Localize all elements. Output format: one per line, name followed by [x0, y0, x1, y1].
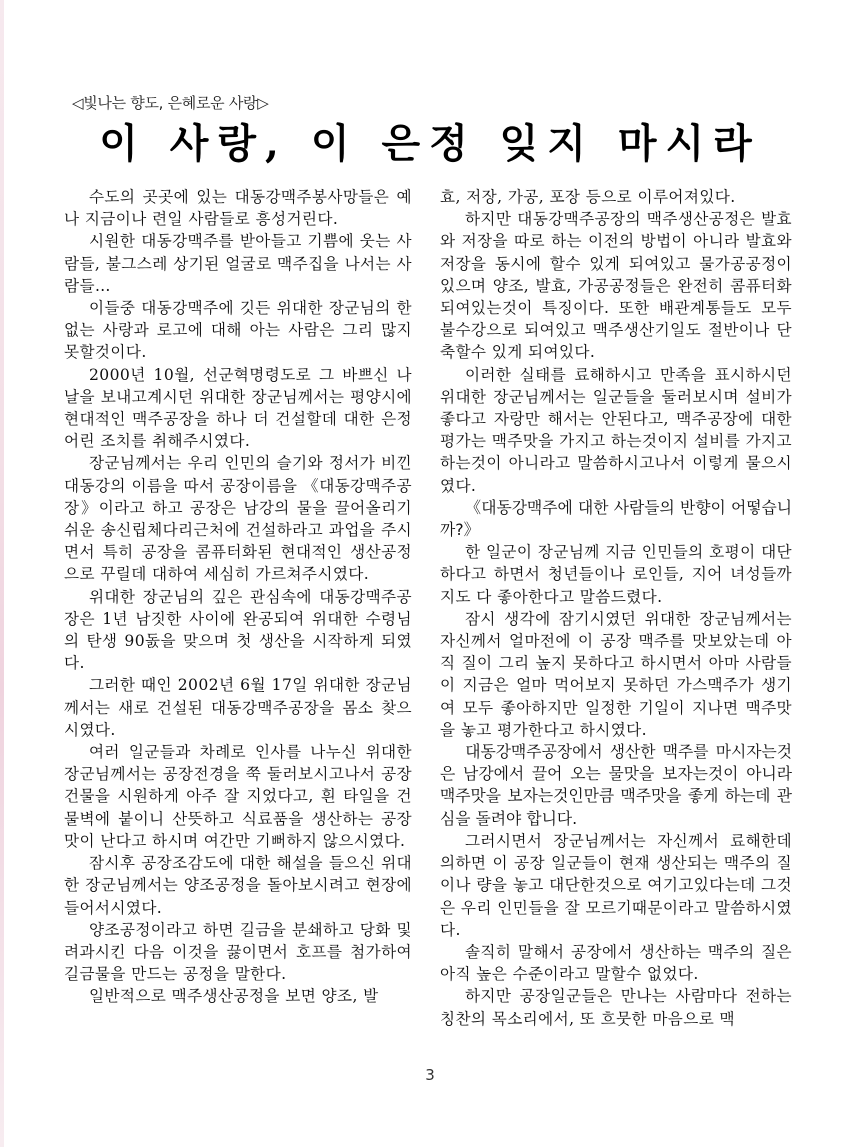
paragraph: 솔직히 말해서 공장에서 생산하는 맥주의 질은 아직 높은 수준이라고 말할수 없었다.	[440, 942, 792, 984]
left-column	[64, 186, 412, 1008]
article-title: 이 사랑, 이 은정 잊지 마시라	[99, 120, 761, 167]
right-column	[440, 186, 792, 1030]
page-edge-strip	[0, 0, 4, 1147]
paragraph: 그러시면서 장군님께서는 자신께서 료해한데 의하면 이 공장 일군들이 현재 생산되는 맥주의 질이나 량을 놓고 대단한것으로 여기고있다는데 그것은 우리 인민들을 잘 모르기때문이라고 말씀하시였다.	[440, 831, 792, 939]
quotation-paragraph: 대동강맥주공장에서 생산한 맥주를 마시자는것은 남강에서 끌어 오는 물맛을 보자는것이 아니라 맥주맛을 보자는것인만큼 맥주맛을 좋게 하는데 관심을 돌려야 합니다.	[440, 742, 792, 828]
paragraph: 시원한 대동강맥주를 받아들고 기쁨에 웃는 사람들, 불그스레 상기된 얼굴로 맥주집을 나서는 사람들…	[64, 232, 412, 295]
paragraph: 위대한 장군님의 깊은 관심속에 대동강맥주공장은 1년 남짓한 사이에 완공되여 위대한 수령님의 탄생 90돐을 맞으며 첫 생산을 시작하게 되였다.	[64, 587, 412, 673]
paragraph: 잠시 생각에 잠기시였던 위대한 장군님께서는 자신께서 얼마전에 이 공장 맥주를 맛보았는데 아직 질이 그리 높지 못하다고 하시면서 아마 사람들이 지금은 얼마 먹어보지 못하던 가스맥주가 생기여 모두 좋아하지만 일정한 기일이 지나면 맥주맛을 놓고 평가한다고 하시였다.	[440, 609, 792, 739]
paragraph: 여러 일군들과 차례로 인사를 나누신 위대한 장군님께서는 공장전경을 쭉 둘러보시고나서 공장건물을 시원하게 아주 잘 지었다고, 흰 타일을 건물벽에 붙이니 산뜻하고 식료품을 생산하는 공장맛이 난다고 하시며 여간만 기뻐하지 않으시였다.	[64, 743, 412, 850]
paragraph: 그러한 때인 2002년 6월 17일 위대한 장군님께서는 새로 건설된 대동강맥주공장을 몸소 찾으시였다.	[64, 676, 412, 739]
paragraph-continuation: 효, 저장, 가공, 포장 등으로 이루어져있다.	[440, 188, 736, 206]
paragraph: 하지만 공장일군들은 만나는 사람마다 전하는 칭찬의 목소리에서, 또 흐뭇한 마음으로 맥	[440, 987, 792, 1028]
paragraph: 이들중 대동강맥주에 깃든 위대한 장군님의 한없는 사랑과 로고에 대해 아는 사람은 그리 많지 못할것이다.	[64, 299, 412, 362]
paragraph: 잠시후 공장조감도에 대한 해설을 들으신 위대한 장군님께서는 양조공정을 돌아보시려고 현장에 들어서시였다.	[64, 854, 412, 917]
paragraph: 수도의 곳곳에 있는 대동강맥주봉사망들은 예나 지금이나 련일 사람들로 흥성거린다.	[64, 188, 412, 229]
paragraph: 양조공정이라고 하면 길금을 분쇄하고 당화 및 려과시킨 다음 이것을 끓이면서 호프를 첨가하여 길금물을 만드는 공정을 말한다.	[64, 920, 412, 984]
section-kicker: ◁빛나는 향도, 은혜로운 사랑▷	[72, 94, 269, 112]
paragraph: 2000년 10월, 선군혁명령도로 그 바쁘신 나날을 보내고계시던 위대한 장군님께서는 평양시에 현대적인 맥주공장을 하나 더 건설할데 대한 은정어린 조치를 취해주시였다.	[64, 365, 412, 451]
paragraph: 일반적으로 맥주생산공정을 보면 양조, 발	[88, 987, 379, 1006]
page-number: 3	[425, 1066, 435, 1084]
paragraph: 하지만 대동강맥주공장의 맥주생산공정은 발효와 저장을 따로 하는 이전의 방법이 아니라 발효와 저장을 동시에 할수 있게 되여있고 물가공공정이 있으며 양조, 발효, 가공공정들은 완전히 콤퓨터화되여있는것이 특징이다. 또한 배관계통들도 모두 불수강으로 되여있고 맥주생산기일도 절반이나 단축할수 있게 되여있다.	[440, 210, 792, 362]
paragraph: 한 일군이 장군님께 지금 인민들의 호평이 대단하다고 하면서 청년들이나 로인들, 지어 녀성들까지도 다 좋아한다고 말씀드렸다.	[440, 543, 792, 606]
quotation-paragraph: 《대동강맥주에 대한 사람들의 반향이 어떻습니까?》	[440, 497, 792, 540]
paragraph: 장군님께서는 우리 인민의 슬기와 정서가 비낀 대동강의 이름을 따서 공장이름을 《대동강맥주공장》이라고 하고 공장은 남강의 물을 끌어올리기 쉬운 송신립체다리근처에 건설하라고 과업을 주시면서 특히 공장을 콤퓨터화된 현대적인 생산공정으로 꾸릴데 대하여 세심히 가르쳐주시였다.	[64, 454, 412, 584]
paragraph: 이러한 실태를 료해하시고 만족을 표시하시던 위대한 장군님께서는 일군들을 둘러보시며 설비가 좋다고 자랑만 해서는 안된다고, 맥주공장에 대한 평가는 맥주맛을 가지고 하는것이지 설비를 가지고 하는것이 아니라고 말씀하시고나서 이렇게 물으시였다.	[440, 365, 792, 495]
